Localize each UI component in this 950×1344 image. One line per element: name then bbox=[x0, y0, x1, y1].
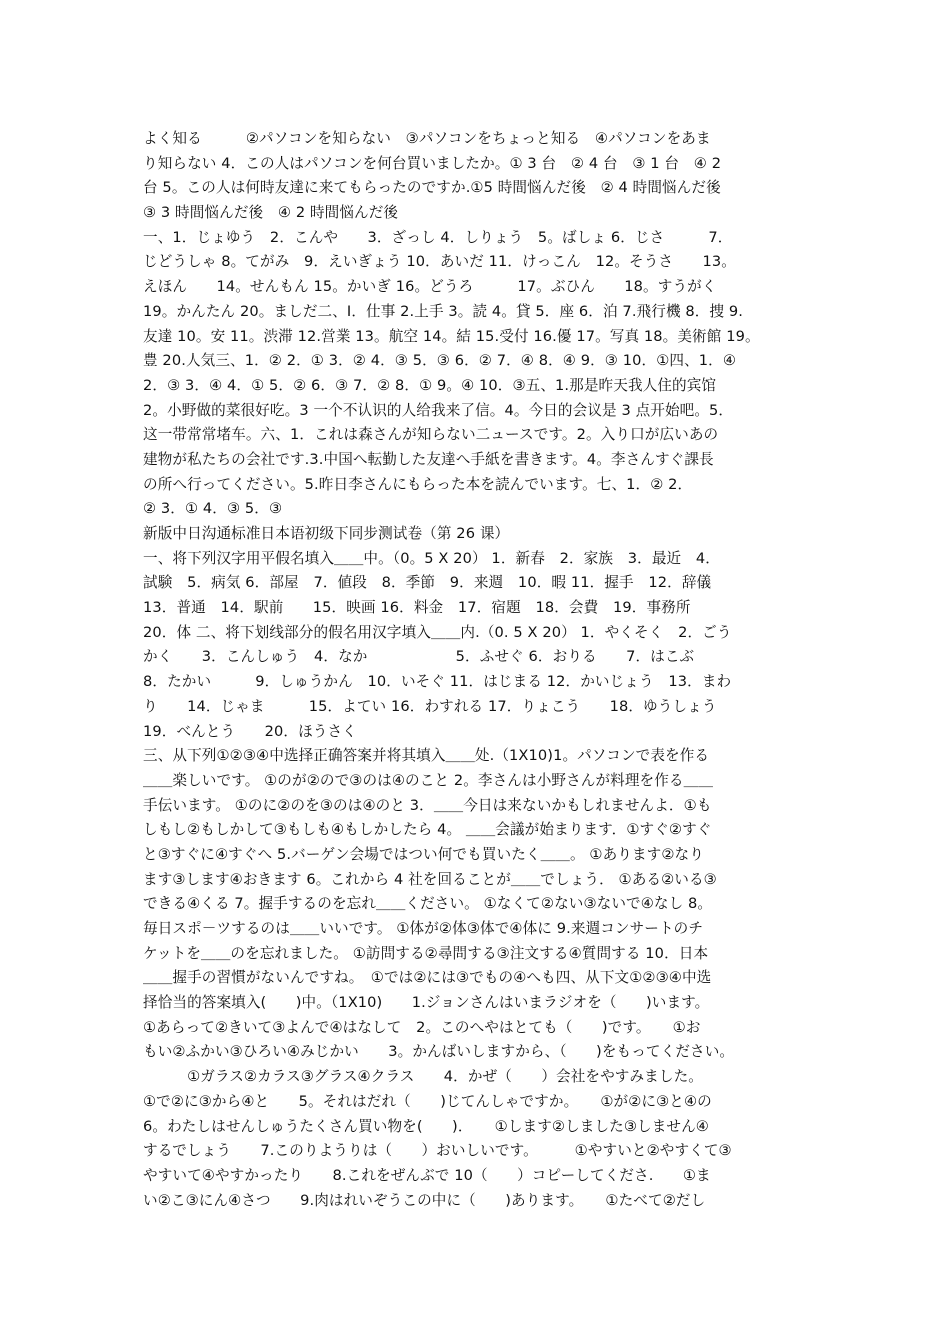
text-line: り 14．じゃま 15．よてい 16．わすれる 17．りょこう 18．ゆうしょう bbox=[143, 697, 717, 715]
text-line: 一、1．じょゆう 2．こんや 3．ざっし 4．しりょう 5。ばしょ 6．じさ 7． bbox=[143, 228, 733, 246]
section-title: 新版中日沟通标准日本语初级下同步测试卷（第 26 课） bbox=[143, 525, 510, 542]
text-line: い②こ③にん④さつ 9.肉はれいぞうこの中に（ )あります。 ①たべて②だし bbox=[143, 1191, 706, 1209]
text-line: 毎日スポ－ツするのは＿＿いいです。 ①体が②体③体で④体に 9.来週コンサートのチ bbox=[143, 920, 704, 937]
text-line: できる④くる 7。握手するのを忘れ＿＿ください。 ①なくて②ない③ないで④なし 8。 bbox=[143, 895, 713, 913]
text-line: ①ガラス②カラス③グラス④クラス 4．かぜ（ ）会社をやすみました。 bbox=[143, 1068, 703, 1086]
text-line: 台 5。この人は何時友達に来てもらったのですか.①5 時間悩んだ後 ② 4 時間悩んだ後 bbox=[143, 179, 721, 197]
text-line: 豊 20.人気三、1．② 2．① 3．② 4．③ 5．③ 6．② 7．④ 8．④ 9．③ 10．①四、1．④ bbox=[143, 352, 737, 370]
text-line: ます③します④おきます 6。これから 4 社を回ることが＿＿でしょう． ①ある②いる③ bbox=[143, 870, 717, 888]
text-line: 19．べんとう 20．ほうさく bbox=[143, 722, 357, 740]
text-line: 13．普通 14．駅前 15．映画 16．料金 17．宿題 18．会費 19．事務所 bbox=[143, 599, 691, 617]
text-line bbox=[143, 1213, 809, 1238]
text-line: の所へ行ってください。5.昨日李さんにもらった本を読んでいます。七、1．② 2． bbox=[143, 475, 693, 493]
text-line: 2。小野做的菜很好吃。3 一个不认识的人给我来了信。4。今日的会议是 3 点开始吧。5． bbox=[143, 401, 734, 419]
text-line: 择恰当的答案填入( )中。（1X10) 1.ジョンさんはいまラジオを（ )います。 bbox=[143, 994, 710, 1012]
text-line: やすいて④やすかったり 8.これをぜんぶで 10（ ）コピーしてくださ. ①ま bbox=[143, 1166, 711, 1184]
text-line: ② 3．① 4．③ 5．③ bbox=[143, 500, 283, 518]
text-line: 6。わたしはせんしゅうたくさん買い物を( )． ①します②しました③しません④ bbox=[143, 1117, 709, 1135]
text-line: 一、将下列汉字用平假名填入＿＿中。（0。5 X 20） 1．新春 2．家族 3．最近 4． bbox=[143, 549, 720, 567]
text-line: ①あらって②きいて③よんで④はなして 2。このへやはとても（ )です。 ①お bbox=[143, 1018, 701, 1036]
text-line: 三、从下列①②③④中选择正确答案并将其填入＿＿处.（1X10)1。パソコンで表を作る bbox=[143, 747, 710, 765]
text-line: よく知る ②パソコンを知らない ③パソコンをちょっと知る ④パソコンをあま bbox=[143, 130, 711, 147]
text-line: ＿＿楽しいです。 ①のが②ので③のは④のこと 2。李さんは小野さんが料理を作る＿＿ bbox=[143, 771, 714, 789]
text-line: 試験 5．病気 6．部屋 7．値段 8．季節 9．来週 10．暇 11．握手 12．辞儀 bbox=[143, 574, 712, 592]
text-line: 8．たかい 9．しゅうかん 10．いそぐ 11．はじまる 12．かいじょう 13．まわ bbox=[143, 673, 732, 691]
text-line: と③すぐに④すぐへ 5.バーゲン会場ではつい何でも買いたく＿＿。 ①あります②なり bbox=[143, 845, 704, 863]
text-line: しもし②もしかして③もしも④もしかしたら 4。 ＿＿会議が始まります．①すぐ②すぐ bbox=[143, 821, 712, 839]
text-line: 友達 10。安 11。渋滞 12.営業 13。航空 14。結 15.受付 16.優 17。写真 18。美術館 19。 bbox=[143, 327, 760, 345]
text-line: ③ 3 時間悩んだ後 ④ 2 時間悩んだ後 bbox=[143, 204, 399, 222]
text-line: するでしょう 7.このりようりは（ ）おいしいです。 ①やすいと②やすくて③ bbox=[143, 1142, 732, 1160]
text-line: じどうしゃ 8。てがみ 9．えいぎょう 10．あいだ 11．けっこん 12。そうさ 13。 bbox=[143, 253, 736, 271]
text-line: 这一带常常堵车。六、1．これは森さんが知らない二ュースです。2。入り口が広いあの bbox=[143, 426, 719, 444]
text-line: かく 3．こんしゅう 4．なか 5．ふせぐ 6．おりる 7．はこぶ bbox=[143, 648, 695, 666]
text-line: ケットを＿＿のを忘れました。 ①訪問する②尋問する③注文する④質問する 10．日本 bbox=[143, 944, 709, 962]
text-line: 建物が私たちの会社です.3.中国へ転勤した友達へ手紙を書きます。4。李さんすぐ課長 bbox=[143, 450, 714, 468]
text-line: 2．③ 3．④ 4．① 5．② 6．③ 7．② 8．① 9。④ 10．③五、1.那是昨天我人住的宾馆 bbox=[143, 376, 717, 394]
text-line: り知らない 4．この人はパソコンを何台買いましたか。① 3 台 ② 4 台 ③ 1 台 ④ 2 bbox=[143, 154, 722, 172]
document-text-body bbox=[143, 127, 809, 1238]
text-line: ①で②に③から④と 5。それはだれ（ )じてんしゃですか。 ①が②に③と④の bbox=[143, 1092, 712, 1110]
text-line: ＿＿握手の習慣がないんですね。 ①では②には③でもの④へも四、从下文①②③④中选 bbox=[143, 969, 712, 987]
text-line: 20．体 二、将下划线部分的假名用汉字填入＿＿内.（0. 5 X 20） 1．やくそく 2．ごう bbox=[143, 623, 732, 641]
text-line: 19。かんたん 20。ましだ二、I．仕事 2.上手 3。読 4。貸 5．座 6．泊 7.飛行機 8．捜 9. bbox=[143, 302, 744, 320]
text-line: もい②ふかい③ひろい④みじかい 3。かんばいしますから、（ )をもってください。 bbox=[143, 1043, 735, 1061]
text-line: 手伝います。 ①のに②のを③のは④のと 3．＿＿今日は来ないかもしれませんよ．①も bbox=[143, 796, 712, 814]
text-line: えほん 14。せんもん 15。かいぎ 16。どうろ 17。ぶひん 18。すうがく bbox=[143, 278, 717, 296]
